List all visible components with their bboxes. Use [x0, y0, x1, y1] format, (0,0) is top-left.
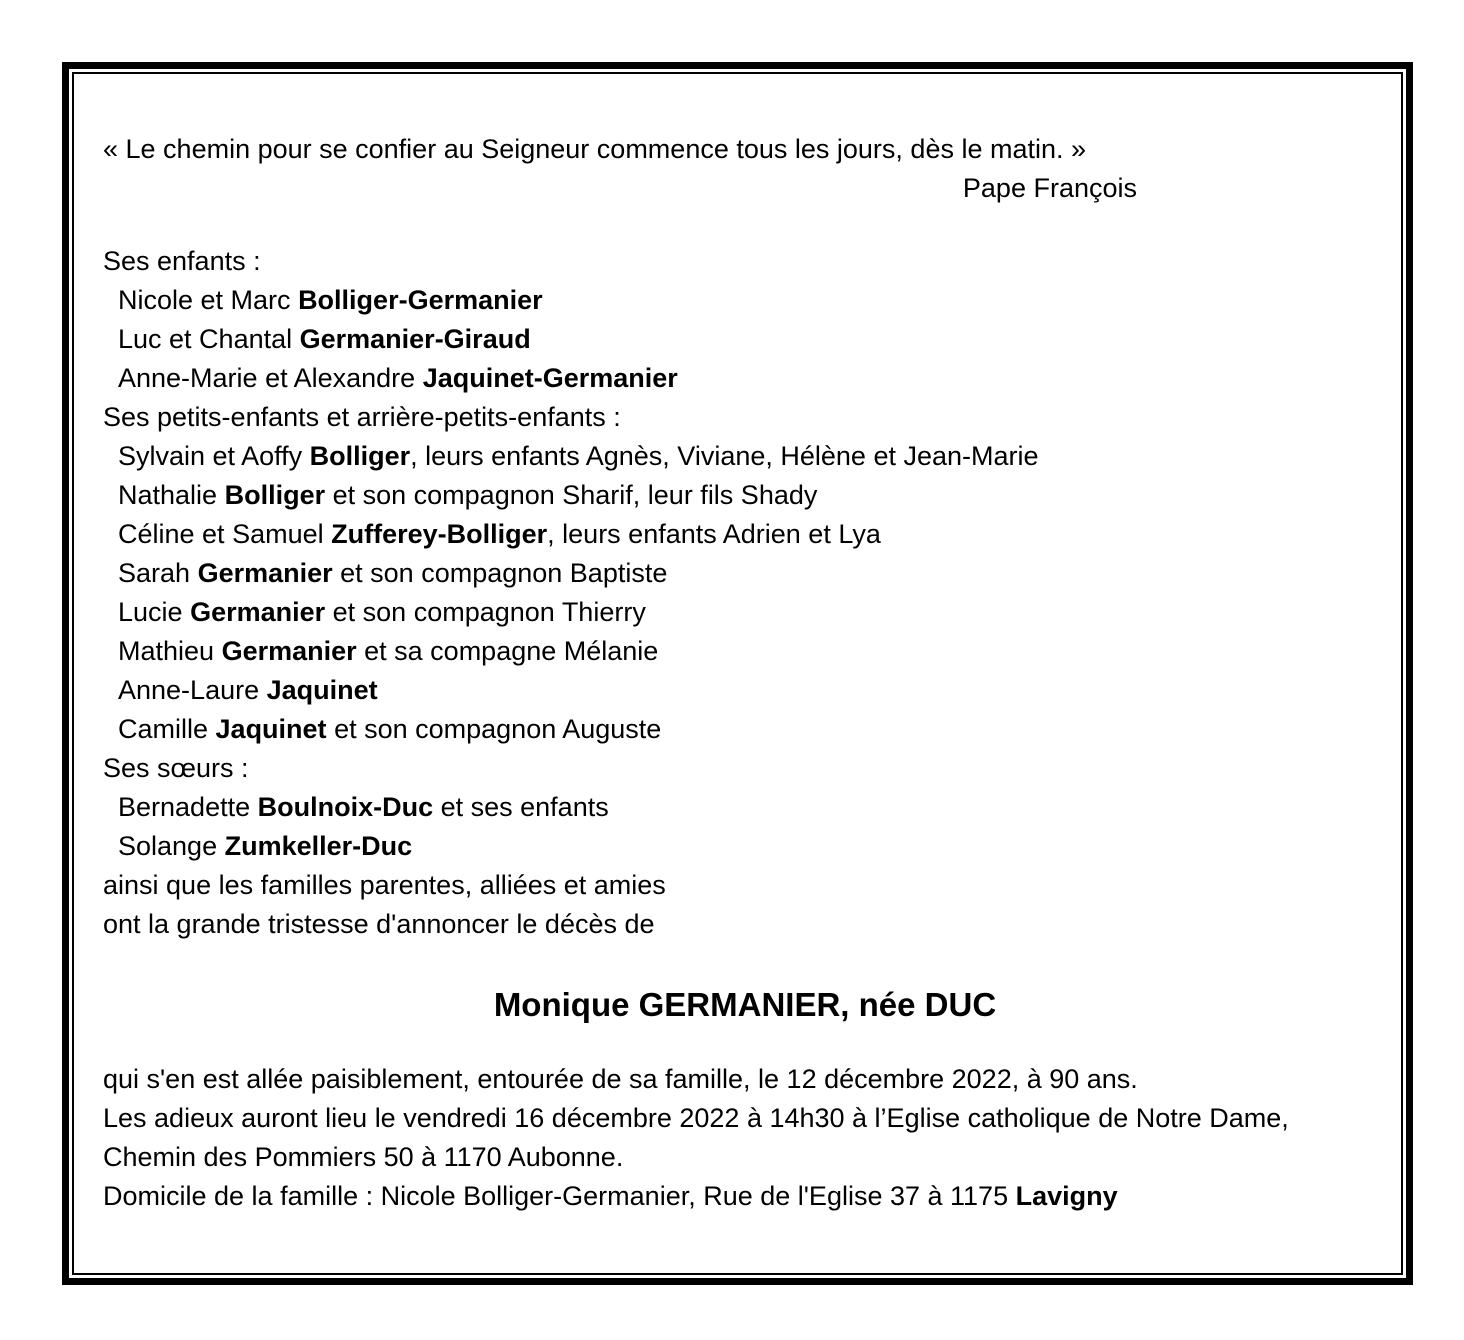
family-line	[103, 398, 1387, 437]
text-segment: ont la grande tristesse d'annoncer le décès de	[103, 909, 655, 939]
text-segment: Mathieu	[118, 636, 222, 666]
quote-block	[103, 130, 1387, 208]
family-line	[103, 359, 1387, 398]
surname-bold: Germanier	[221, 636, 357, 666]
family-line	[103, 710, 1387, 749]
text-segment: Camille	[118, 714, 216, 744]
text-segment: et son compagnon Auguste	[326, 714, 662, 744]
text-segment: et ses enfants	[433, 792, 609, 822]
text-segment: Les adieux auront lieu le vendredi 16 décembre 2022 à 14h30 à l’Eglise catholique de Notre Dame,	[103, 1103, 1289, 1133]
text-segment: Céline et Samuel	[118, 519, 332, 549]
text-segment: ainsi que les familles parentes, alliées et amies	[103, 870, 666, 900]
family-list	[103, 242, 1387, 944]
family-line	[103, 866, 1387, 905]
text-segment: et sa compagne Mélanie	[356, 636, 659, 666]
family-line	[103, 749, 1387, 788]
surname-bold: Zufferey-Bolliger	[331, 519, 548, 549]
quote-text: « Le chemin pour se confier au Seigneur commence tous les jours, dès le matin. »	[103, 134, 1087, 164]
text-segment: Nicole et Marc	[118, 285, 299, 315]
text-segment: Anne-Marie et Alexandre	[118, 363, 423, 393]
family-line	[103, 632, 1387, 671]
surname-bold: Germanier-Giraud	[299, 324, 531, 354]
surname-bold: Germanier	[190, 597, 326, 627]
text-segment: Luc et Chantal	[118, 324, 300, 354]
surname-bold: Boulnoix-Duc	[257, 792, 434, 822]
text-segment: Ses sœurs :	[103, 753, 249, 783]
text-segment: et son compagnon Baptiste	[332, 558, 668, 588]
text-segment: Lucie	[118, 597, 191, 627]
text-segment: Bernadette	[118, 792, 258, 822]
text-segment: Anne-Laure	[118, 675, 267, 705]
family-line	[103, 671, 1387, 710]
text-segment: qui s'en est allée paisiblement, entourée de sa famille, le 12 décembre 2022, à 90 ans.	[103, 1064, 1138, 1094]
family-line	[103, 827, 1387, 866]
text-segment: Domicile de la famille : Nicole Bolliger-Germanier, Rue de l'Eglise 37 à 1175	[103, 1181, 1016, 1211]
surname-bold: Zumkeller-Duc	[224, 831, 413, 861]
family-line	[103, 788, 1387, 827]
text-segment: Ses petits-enfants et arrière-petits-enfants :	[103, 402, 621, 432]
details-line	[103, 1099, 1387, 1138]
family-line	[103, 242, 1387, 281]
text-segment: Chemin des Pommiers 50 à 1170 Aubonne.	[103, 1142, 624, 1172]
inner-border-frame	[72, 72, 1403, 1275]
details-paragraph	[103, 1060, 1387, 1216]
text-segment: Sarah	[118, 558, 198, 588]
text-segment: Solange	[118, 831, 225, 861]
family-line	[103, 437, 1387, 476]
family-line	[103, 905, 1387, 944]
place-bold: Lavigny	[1015, 1181, 1118, 1211]
surname-bold: Bolliger	[309, 441, 411, 471]
text-segment: Ses enfants :	[103, 246, 261, 276]
surname-bold: Jaquinet-Germanier	[422, 363, 678, 393]
text-segment: , leurs enfants Adrien et Lya	[547, 519, 881, 549]
surname-bold: Jaquinet	[266, 675, 378, 705]
outer-border-frame	[62, 62, 1413, 1285]
deceased-name: Monique GERMANIER, née DUC	[493, 986, 997, 1023]
family-line	[103, 515, 1387, 554]
surname-bold: Germanier	[197, 558, 333, 588]
surname-bold: Bolliger	[224, 480, 326, 510]
text-segment: Sylvain et Aoffy	[118, 441, 310, 471]
surname-bold: Bolliger-Germanier	[298, 285, 543, 315]
family-line	[103, 554, 1387, 593]
text-segment: , leurs enfants Agnès, Viviane, Hélène et Jean-Marie	[410, 441, 1039, 471]
details-line	[103, 1060, 1387, 1099]
details-line	[103, 1177, 1387, 1216]
text-segment: Nathalie	[118, 480, 225, 510]
text-segment: et son compagnon Sharif, leur fils Shady	[325, 480, 818, 510]
details-line	[103, 1138, 1387, 1177]
family-line	[103, 476, 1387, 515]
family-line	[103, 320, 1387, 359]
surname-bold: Jaquinet	[215, 714, 327, 744]
family-line	[103, 593, 1387, 632]
family-line	[103, 281, 1387, 320]
quote-attribution: Pape François	[962, 173, 1137, 203]
text-segment: et son compagnon Thierry	[325, 597, 646, 627]
